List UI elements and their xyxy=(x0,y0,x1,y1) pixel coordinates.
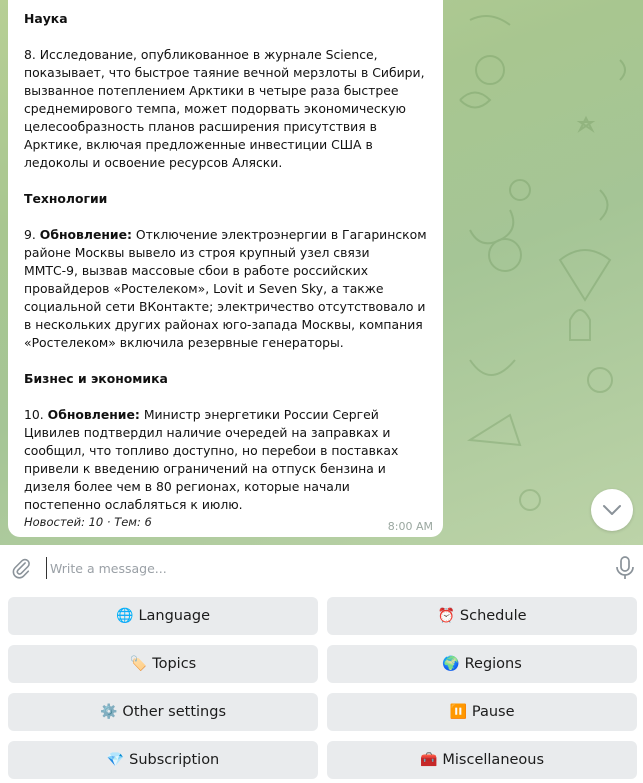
bot-keyboard xyxy=(0,591,643,783)
button-label: Topics xyxy=(152,656,197,672)
item-number: 10. xyxy=(24,407,44,422)
globe-europe-icon: 🌍 xyxy=(442,656,460,672)
gear-icon: ⚙️ xyxy=(99,704,118,720)
news-item-8 xyxy=(24,46,427,172)
item-number: 8. xyxy=(24,47,36,62)
section-title-business: Бизнес и экономика xyxy=(24,371,168,386)
microphone-icon[interactable] xyxy=(614,555,636,581)
gem-icon: 💎 xyxy=(106,752,125,768)
alarm-clock-icon: ⏰ xyxy=(437,608,455,624)
button-label: Other settings xyxy=(122,704,227,720)
chevron-down-icon xyxy=(602,504,622,516)
item-text: Министр энергетики России Сергей Цивилев подтвердил наличие очередей на заправках и сообщил, что топливо доступно, но перебои в поставках привели к введению ограничений на отпуск бензина и дизеля более чем в 80 регионах, которые начали постепенно ослабляться к июлю. xyxy=(24,407,399,512)
button-label: Schedule xyxy=(459,608,527,624)
language-button[interactable] xyxy=(8,597,318,635)
miscellaneous-button[interactable] xyxy=(327,741,637,779)
message-bubble xyxy=(8,0,443,537)
subscription-button[interactable] xyxy=(8,741,318,779)
message-input[interactable] xyxy=(46,557,586,579)
item-text: Исследование, опубликованное в журнале Science, показывает, что быстрое таяние вечной мерзлоты в Сибири, вызванное потеплением Арктики в четыре раза быстрее среднемирового темпа, может подорвать экономическую целесообразность планов расширения присутствия в Арктике, включая предложенные инвестиции США в ледоколы и освоение ресурсов Аляски. xyxy=(24,47,425,170)
schedule-button[interactable] xyxy=(327,597,637,635)
button-label: Language xyxy=(138,608,210,624)
button-label: Subscription xyxy=(129,752,220,768)
message-time: 8:00 AM xyxy=(387,520,433,533)
section-title-science: Наука xyxy=(24,11,68,26)
message-composer xyxy=(0,545,643,591)
scroll-down-button[interactable] xyxy=(591,489,633,531)
item-number: 9. xyxy=(24,227,36,242)
button-label: Regions xyxy=(464,656,522,672)
pause-icon: ⏸️ xyxy=(449,704,467,720)
news-item-10 xyxy=(24,406,427,514)
button-label: Miscellaneous xyxy=(442,752,545,768)
item-update-label: Обновление: xyxy=(39,227,132,242)
section-title-technology: Технологии xyxy=(24,191,108,206)
item-update-label: Обновление: xyxy=(47,407,140,422)
message-footer: Новостей: 10 · Тем: 6 xyxy=(24,515,152,529)
news-item-9 xyxy=(24,226,427,352)
pause-button[interactable] xyxy=(327,693,637,731)
button-label: Pause xyxy=(471,704,515,720)
paperclip-icon[interactable] xyxy=(10,557,32,579)
topics-button[interactable] xyxy=(8,645,318,683)
item-text: Отключение электроэнергии в Гагаринском районе Москвы вывело из строя крупный узел связи ММТС-9, вызвав массовые сбои в работе российских провайдеров «Ростелеком», Lovit и Seven Sky, а также социальной сети ВКонтакте; электричество отсутствовало и в нескольких других районах юго-запада Москвы, компания «Ростелеком» включила резервные генераторы. xyxy=(24,227,427,350)
globe-icon: 🌐 xyxy=(116,608,134,624)
toolbox-icon: 🧰 xyxy=(419,752,438,768)
other-settings-button[interactable] xyxy=(8,693,318,731)
label-tag-icon: 🏷️ xyxy=(129,656,148,672)
regions-button[interactable] xyxy=(327,645,637,683)
